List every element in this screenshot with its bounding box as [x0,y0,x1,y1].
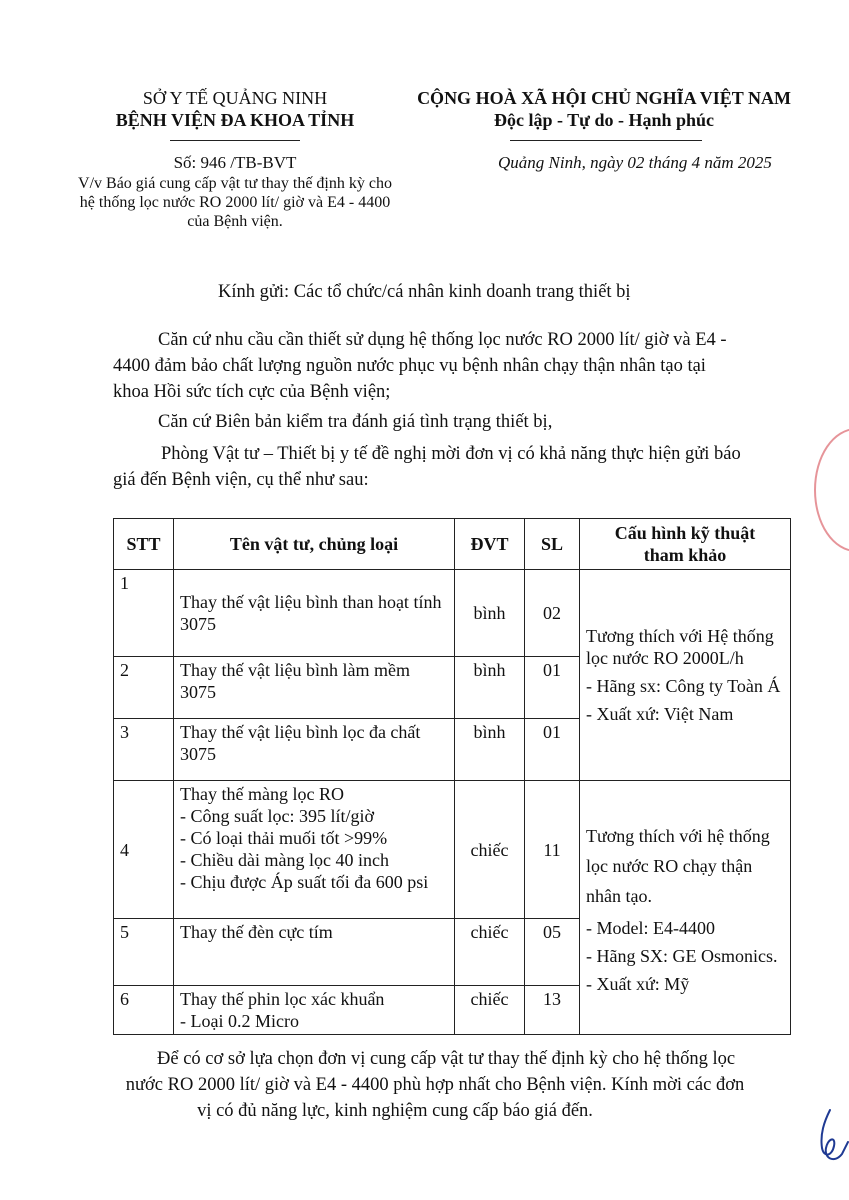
row-unit: bình [455,719,525,781]
paragraph-line: khoa Hồi sức tích cực của Bệnh viện; [113,382,391,402]
national-title: CỘNG HOÀ XÃ HỘI CHỦ NGHĨA VIỆT NAM [417,88,791,108]
row-name [174,986,455,1035]
document-date: Quảng Ninh, ngày 02 tháng 4 năm 2025 [498,153,772,172]
row-name: Thay thế vật liệu bình làm mềm 3075 [174,657,455,719]
row-unit: chiếc [455,919,525,986]
header-qty: SL [525,519,580,570]
row-unit: chiếc [455,781,525,919]
paragraph-line: nước RO 2000 lít/ giờ và E4 - 4400 phù hợp nhất cho Bệnh viện. Kính mời các đơn [125,1075,745,1095]
row-name-line: - Chiều dài màng lọc 40 inch [180,850,389,870]
paragraph-line: vị có đủ năng lực, kinh nghiệm cung cấp báo giá đến. [197,1101,593,1121]
document-number: Số: 946 /TB-BVT [173,153,297,172]
subject-line: V/v Báo giá cung cấp vật tư thay thế định kỳ cho [78,175,392,192]
signature-mark [812,1108,849,1168]
header-name: Tên vật tư, chủng loại [174,519,455,570]
config-cell-e4-4400 [580,781,791,1035]
row-name-line: - Chịu được Áp suất tối đa 600 psi [180,872,429,892]
config-line: Tương thích với Hệ thống lọc nước RO 2000L/h [586,626,774,668]
national-motto: Độc lập - Tự do - Hạnh phúc [493,110,715,130]
supplies-table [113,518,791,1035]
config-line: - Model: E4-4400 [586,917,715,938]
row-qty: 13 [525,986,580,1035]
row-name-line: Thay thế phin lọc xác khuẩn [180,989,385,1009]
config-line: - Xuất xứ: Việt Nam [586,704,734,724]
row-name-line: Thay thế màng lọc RO [180,784,344,804]
config-line: - Xuất xứ: Mỹ [586,973,690,994]
paragraph-basis-inspection: Căn cứ Biên bản kiểm tra đánh giá tình trạng thiết bị, [158,412,553,432]
official-stamp [814,428,849,552]
paragraph-line: 4400 đảm bảo chất lượng nguồn nước phục vụ bệnh nhân chạy thận nhân tạo tại [113,356,706,376]
subject-line: của Bệnh viện. [187,213,283,230]
table-row [114,781,791,919]
row-qty: 11 [525,781,580,919]
row-name-line: - Công suất lọc: 395 lít/giờ [180,806,375,826]
row-unit: bình [455,570,525,657]
paragraph-basis-needs [113,327,803,405]
row-qty: 01 [525,719,580,781]
header-config [580,519,791,570]
left-header-underline [170,140,300,141]
paragraph-line: Căn cứ nhu cầu cần thiết sử dụng hệ thống lọc nước RO 2000 lít/ giờ và E4 - [158,330,727,350]
paragraph-line: giá đến Bệnh viện, cụ thể như sau: [113,470,369,490]
header-config-line: tham khảo [643,545,727,565]
config-line: - Hãng SX: GE Osmonics. [586,945,778,966]
row-name: Thay thế vật liệu bình than hoạt tính 3075 [174,570,455,657]
header-config-line: Cấu hình kỹ thuật [614,523,756,543]
row-unit: bình [455,657,525,719]
row-name-line: - Loại 0.2 Micro [180,1011,299,1031]
paragraph-line: Để có cơ sở lựa chọn đơn vị cung cấp vật tư thay thế định kỳ cho hệ thống lọc [157,1049,736,1069]
document-subject [40,174,430,231]
table-row [114,570,791,657]
row-stt: 1 [114,570,174,657]
paragraph-request [113,441,803,493]
row-stt: 5 [114,919,174,986]
paragraph-line: Phòng Vật tư – Thiết bị y tế đề nghị mời đơn vị có khả năng thực hiện gửi báo [161,444,741,464]
row-stt: 3 [114,719,174,781]
row-qty: 05 [525,919,580,986]
table-header-row [114,519,791,570]
row-qty: 02 [525,570,580,657]
row-name: Thay thế vật liệu bình lọc đa chất 3075 [174,719,455,781]
row-name [174,781,455,919]
row-name-line: - Có loại thải muối tốt >99% [180,828,388,848]
header-stt: STT [114,519,174,570]
config-line: Tương thích với hệ thống lọc nước RO chạy thận nhân tạo. [586,825,770,906]
subject-line: hệ thống lọc nước RO 2000 lít/ giờ và E4 - 4400 [79,194,391,211]
paragraph-closing [85,1046,785,1124]
authority-name: SỞ Y TẾ QUẢNG NINH [142,88,328,108]
row-stt: 4 [114,781,174,919]
hospital-name: BỆNH VIỆN ĐA KHOA TỈNH [115,110,355,130]
row-stt: 6 [114,986,174,1035]
config-cell-ro2000 [580,570,791,781]
config-line: - Hãng sx: Công ty Toàn Á [586,676,781,696]
header-unit: ĐVT [455,519,525,570]
row-name: Thay thế đèn cực tím [174,919,455,986]
row-stt: 2 [114,657,174,719]
recipient-line: Kính gửi: Các tổ chức/cá nhân kinh doanh trang thiết bị [218,282,631,302]
right-header-underline [510,140,702,141]
row-unit: chiếc [455,986,525,1035]
row-qty: 01 [525,657,580,719]
